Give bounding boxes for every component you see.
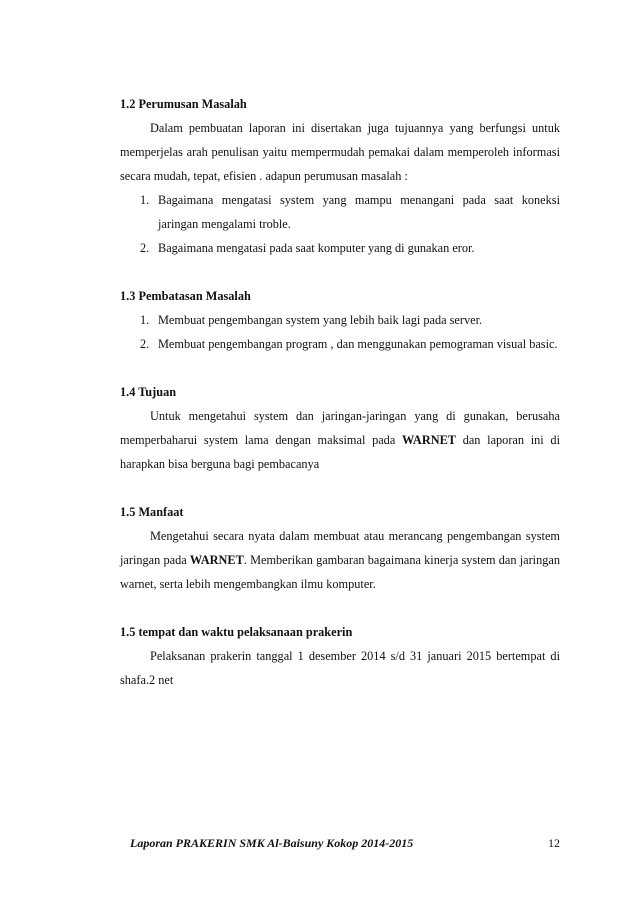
list-number: 2. (140, 241, 150, 255)
section-heading: 1.4 Tujuan (120, 385, 177, 399)
section-paragraph (120, 404, 560, 476)
section-paragraph: Dalam pembuatan laporan ini disertakan juga tujuannya yang berfungsi untuk memperjelas arah penulisan yaitu mempermudah pemakai dalam memperoleh informasi secara mudah, tepat, efisien . adapun perumusan masalah : (120, 121, 560, 183)
list-text: Bagaimana mengatasi system yang mampu menangani pada saat koneksi jaringan mengalami troble. (158, 193, 560, 231)
list-text: Bagaimana mengatasi pada saat komputer yang di gunakan eror. (158, 241, 475, 255)
list-item (120, 188, 560, 236)
paragraph-text: Mengetahui secara nyata dalam membuat atau merancang pengembangan system jaringan pada (120, 529, 560, 567)
list-item (120, 332, 560, 356)
list-item (120, 308, 560, 332)
list-number: 1. (140, 313, 150, 327)
document-body (120, 92, 560, 692)
section-pembatasan-masalah (120, 284, 560, 356)
section-heading: 1.5 Manfaat (120, 505, 184, 519)
numbered-list (120, 188, 560, 260)
list-item (120, 236, 560, 260)
paragraph-text: dan laporan ini di harapkan bisa berguna bagi pembacanya (120, 433, 560, 471)
page-number: 12 (548, 836, 560, 850)
list-text: Membuat pengembangan system yang lebih baik lagi pada server. (158, 313, 483, 327)
list-number: 2. (140, 337, 150, 351)
emphasis-text: WARNET (402, 433, 456, 447)
list-text: Membuat pengembangan program , dan menggunakan pemograman visual basic. (158, 337, 558, 351)
list-number: 1. (140, 193, 150, 207)
page-footer (130, 836, 560, 851)
section-heading: 1.3 Pembatasan Masalah (120, 289, 251, 303)
emphasis-text: WARNET (189, 553, 244, 567)
paragraph-text: Untuk mengetahui system dan jaringan-jaringan yang di gunakan, berusaha memperbaharui system lama dengan maksimal pada (120, 409, 560, 447)
section-heading: 1.5 tempat dan waktu pelaksanaan prakerin (120, 625, 353, 639)
section-paragraph (120, 524, 560, 596)
paragraph-text: . Memberikan gambaran bagaimana kinerja system dan jaringan warnet, serta lebih mengembangkan ilmu komputer. (120, 553, 560, 591)
section-heading: 1.2 Perumusan Masalah (120, 97, 247, 111)
section-paragraph: Pelaksanan prakerin tanggal 1 desember 2014 s/d 31 januari 2015 bertempat di shafa.2 net (120, 649, 560, 687)
section-tujuan (120, 380, 560, 476)
numbered-list (120, 308, 560, 356)
section-tempat-waktu (120, 620, 560, 692)
section-manfaat (120, 500, 560, 596)
footer-title: Laporan PRAKERIN SMK Al-Baisuny Kokop 2014-2015 (130, 836, 414, 850)
section-perumusan-masalah (120, 92, 560, 260)
